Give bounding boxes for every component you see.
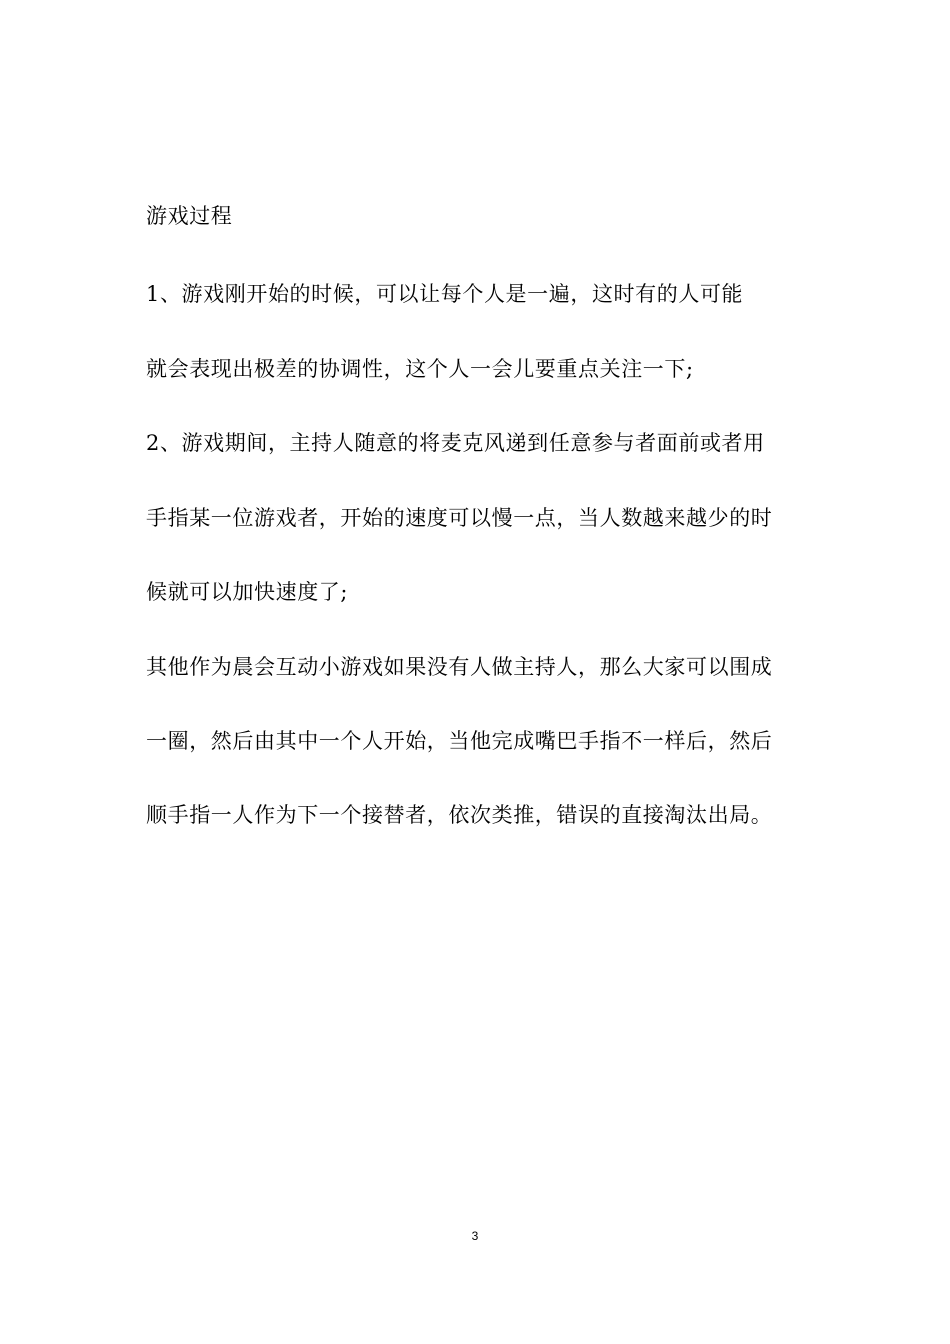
section-heading: 游戏过程 — [146, 204, 233, 228]
paragraph-line: 2、游戏期间，主持人随意的将麦克风递到任意参与者面前或者用 — [146, 431, 765, 455]
paragraph-line: 就会表现出极差的协调性，这个人一会儿要重点关注一下; — [146, 357, 694, 381]
paragraph-line: 手指某一位游戏者，开始的速度可以慢一点，当人数越来越少的时 — [146, 506, 773, 530]
paragraph-line: 1、游戏刚开始的时候，可以让每个人是一遍，这时有的人可能 — [146, 282, 744, 306]
paragraph-line: 其他作为晨会互动小游戏如果没有人做主持人，那么大家可以围成 — [146, 655, 773, 679]
paragraph-line: 候就可以加快速度了; — [146, 580, 349, 604]
paragraph-line: 顺手指一人作为下一个接替者，依次类推，错误的直接淘汰出局。 — [146, 803, 773, 827]
paragraph-line: 一圈，然后由其中一个人开始，当他完成嘴巴手指不一样后，然后 — [146, 729, 773, 753]
page-number: 3 — [471, 1229, 479, 1243]
